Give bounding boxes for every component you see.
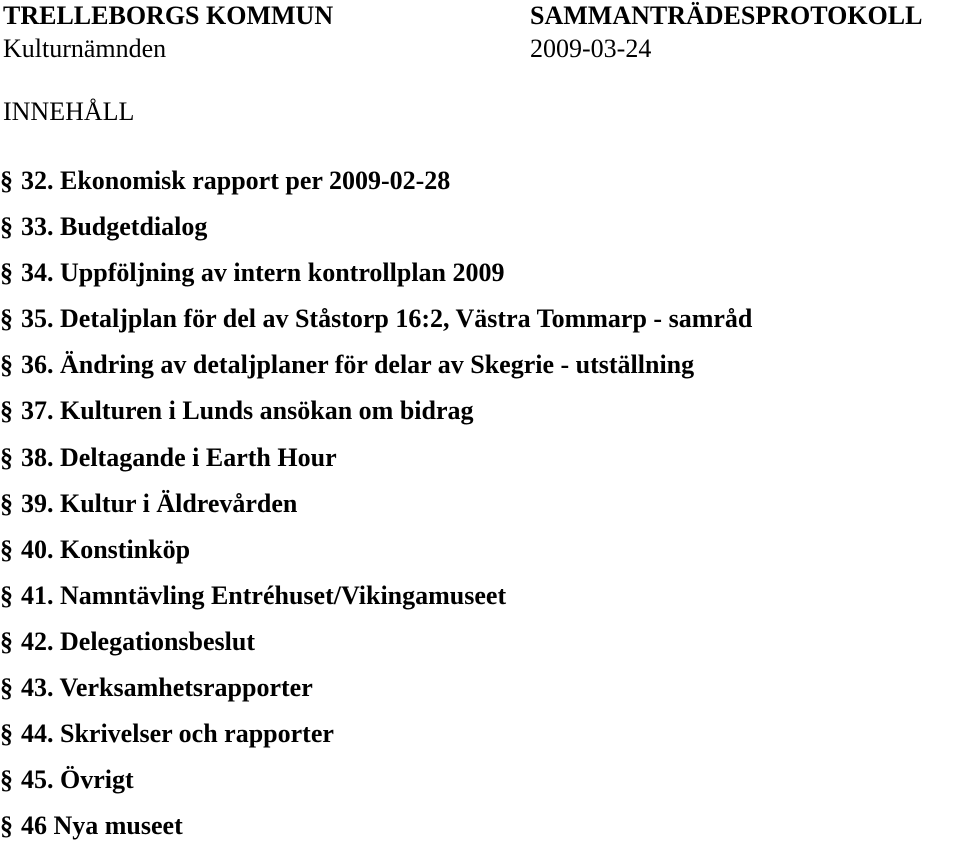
meeting-date: 2009-03-24 — [530, 34, 652, 63]
organization-name: TRELLEBORGS KOMMUN — [3, 1, 334, 30]
contents-title: INNEHÅLL — [3, 97, 135, 126]
toc-item-label: 33. Budgetdialog — [21, 212, 208, 242]
toc-item-label: 44. Skrivelser och rapporter — [21, 719, 334, 749]
section-sign-icon: § — [0, 534, 13, 564]
section-sign-icon: § — [0, 350, 13, 380]
toc-item-label: 36. Ändring av detaljplaner för delar av Skegrie - utställning — [21, 350, 695, 380]
section-sign-icon: § — [0, 166, 13, 195]
section-sign-icon: § — [0, 442, 13, 472]
section-sign-icon: § — [0, 212, 13, 242]
toc-item-label: 46 Nya museet — [21, 811, 183, 841]
document-type: SAMMANTRÄDESPROTOKOLL — [530, 1, 923, 30]
toc-item-label: 43. Verksamhetsrapporter — [21, 673, 313, 703]
toc-item-label: 41. Namntävling Entréhuset/Vikingamuseet — [21, 580, 507, 610]
toc-item-label: 37. Kulturen i Lunds ansökan om bidrag — [21, 396, 474, 426]
section-sign-icon: § — [0, 258, 13, 288]
toc-item-label: 39. Kultur i Äldrevården — [21, 488, 298, 518]
toc-item-label: 32. Ekonomisk rapport per 2009-02-28 — [21, 166, 451, 195]
toc-item-label: 38. Deltagande i Earth Hour — [21, 442, 337, 472]
section-sign-icon: § — [0, 765, 13, 795]
section-sign-icon: § — [0, 719, 13, 749]
section-sign-icon: § — [0, 580, 13, 610]
section-sign-icon: § — [0, 304, 13, 334]
toc-item-label: 34. Uppföljning av intern kontrollplan 2009 — [21, 258, 505, 288]
toc-item-label: 45. Övrigt — [21, 765, 134, 795]
section-sign-icon: § — [0, 811, 13, 841]
section-sign-icon: § — [0, 673, 13, 703]
toc-item-label: 40. Konstinköp — [21, 534, 191, 564]
section-sign-icon: § — [0, 626, 13, 656]
toc-item-label: 35. Detaljplan för del av Ståstorp 16:2, Västra Tommarp - samråd — [21, 304, 753, 334]
committee-name: Kulturnämnden — [3, 34, 167, 63]
section-sign-icon: § — [0, 488, 13, 518]
section-sign-icon: § — [0, 396, 13, 426]
toc-item-label: 42. Delegationsbeslut — [21, 626, 255, 656]
